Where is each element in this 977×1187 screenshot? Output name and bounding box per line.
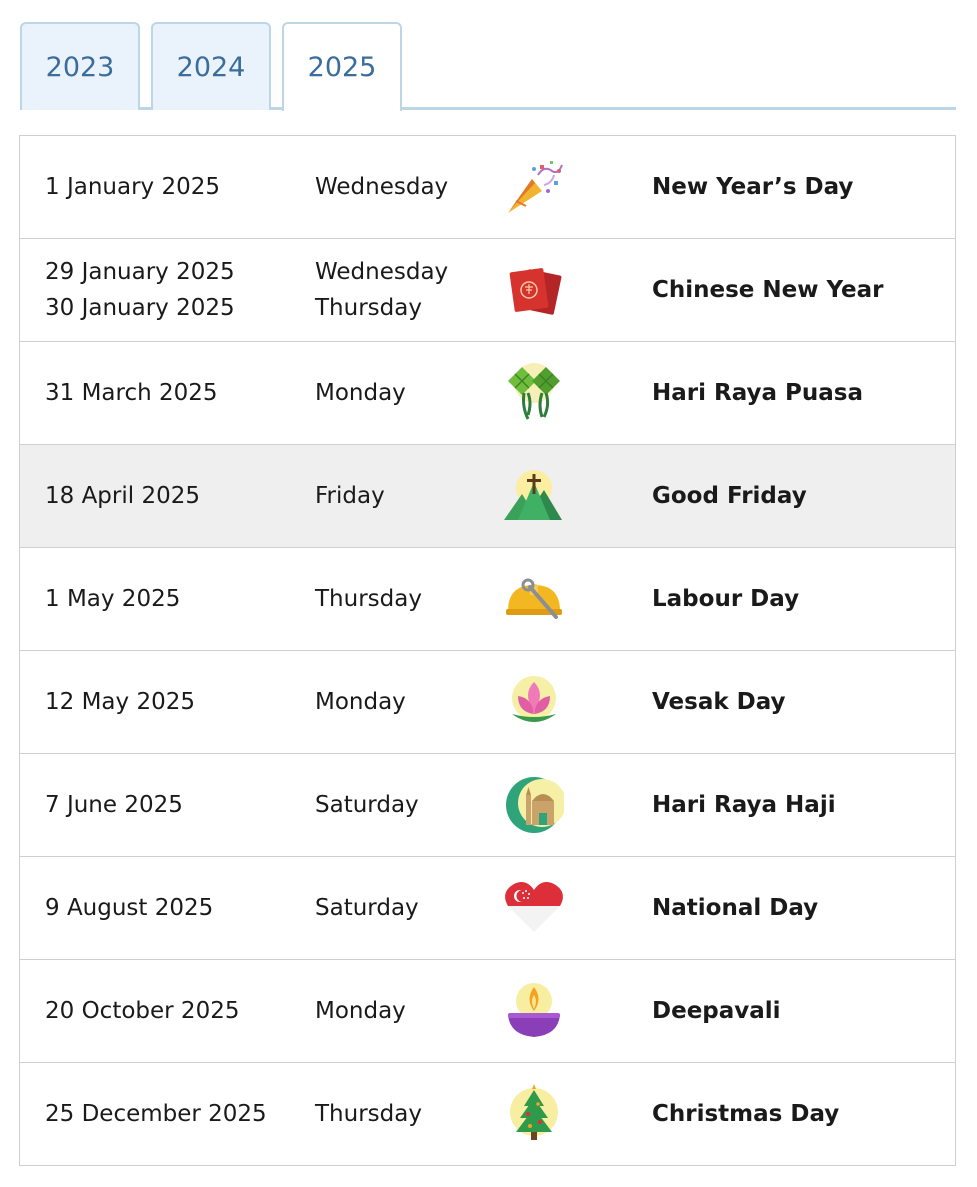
- holiday-name-cell: [652, 651, 952, 753]
- date-text: 31 March 2025: [45, 380, 218, 406]
- date-cell: [45, 1063, 310, 1165]
- holiday-name-cell: [652, 754, 952, 856]
- date-cell: [45, 342, 310, 444]
- holiday-name: National Day: [652, 895, 819, 921]
- date-text: 18 April 2025: [45, 483, 200, 509]
- date-text: 9 August 2025: [45, 895, 214, 921]
- ketupat-icon: [504, 361, 564, 425]
- christmas-tree-icon: [504, 1082, 564, 1146]
- icon-cell: [504, 960, 564, 1062]
- tab-2025[interactable]: 2025: [282, 22, 402, 111]
- table-row: [20, 342, 955, 445]
- table-row: [20, 651, 955, 754]
- date-cell: [45, 960, 310, 1062]
- day-text: Thursday: [315, 295, 422, 321]
- day-text: Monday: [315, 689, 406, 715]
- table-row: [20, 960, 955, 1063]
- holiday-name-cell: [652, 136, 952, 238]
- icon-cell: [504, 445, 564, 547]
- holiday-name-cell: [652, 445, 952, 547]
- icon-cell: [504, 342, 564, 444]
- day-cell: [315, 651, 495, 753]
- day-text: Wednesday: [315, 259, 449, 285]
- holiday-name-cell: [652, 1063, 952, 1165]
- red-packet-icon: [504, 258, 564, 322]
- icon-cell: [504, 651, 564, 753]
- year-tabs: [20, 22, 956, 110]
- date-text: 25 December 2025: [45, 1101, 267, 1127]
- table-row: [20, 445, 955, 548]
- holiday-name: Vesak Day: [652, 689, 786, 715]
- icon-cell: [504, 1063, 564, 1165]
- day-text: Thursday: [315, 586, 422, 612]
- holiday-name: New Year’s Day: [652, 174, 854, 200]
- holiday-name: Hari Raya Haji: [652, 792, 836, 818]
- day-text: Wednesday: [315, 174, 449, 200]
- holiday-name: Chinese New Year: [652, 277, 884, 303]
- day-cell: [315, 857, 495, 959]
- holiday-name-cell: [652, 857, 952, 959]
- tab-2023[interactable]: 2023: [20, 22, 140, 110]
- table-row: [20, 548, 955, 651]
- day-text: Friday: [315, 483, 385, 509]
- oil-lamp-icon: [504, 979, 564, 1043]
- holiday-name: Labour Day: [652, 586, 800, 612]
- holiday-name: Good Friday: [652, 483, 807, 509]
- date-cell: [45, 136, 310, 238]
- day-text: Monday: [315, 998, 406, 1024]
- icon-cell: [504, 754, 564, 856]
- holiday-name-cell: [652, 960, 952, 1062]
- day-text: Monday: [315, 380, 406, 406]
- holiday-name-cell: [652, 548, 952, 650]
- icon-cell: [504, 857, 564, 959]
- day-cell: [315, 754, 495, 856]
- date-cell: [45, 445, 310, 547]
- mosque-crescent-icon: [504, 773, 564, 837]
- date-cell: [45, 754, 310, 856]
- holiday-name: Deepavali: [652, 998, 781, 1024]
- day-cell: [315, 342, 495, 444]
- day-cell: [315, 445, 495, 547]
- tab-2024[interactable]: 2024: [151, 22, 271, 110]
- day-cell: [315, 1063, 495, 1165]
- day-cell: [315, 239, 495, 341]
- date-cell: [45, 651, 310, 753]
- table-row: [20, 239, 955, 342]
- hardhat-wrench-icon: [504, 567, 564, 631]
- date-text: 1 January 2025: [45, 174, 220, 200]
- lotus-icon: [504, 670, 564, 734]
- icon-cell: [504, 239, 564, 341]
- day-cell: [315, 548, 495, 650]
- date-text: 1 May 2025: [45, 586, 181, 612]
- holiday-table: [19, 135, 956, 1166]
- date-text: 20 October 2025: [45, 998, 240, 1024]
- party-popper-icon: [504, 155, 564, 219]
- cross-mountain-icon: [504, 464, 564, 528]
- holiday-name: Hari Raya Puasa: [652, 380, 864, 406]
- day-text: Saturday: [315, 895, 419, 921]
- date-cell: [45, 857, 310, 959]
- date-text: 29 January 2025: [45, 259, 235, 285]
- day-text: Saturday: [315, 792, 419, 818]
- date-cell: [45, 239, 310, 341]
- date-text: 30 January 2025: [45, 295, 235, 321]
- day-text: Thursday: [315, 1101, 422, 1127]
- table-row: [20, 857, 955, 960]
- date-cell: [45, 548, 310, 650]
- table-row: [20, 1063, 955, 1166]
- day-cell: [315, 960, 495, 1062]
- table-row: [20, 754, 955, 857]
- table-row: [20, 136, 955, 239]
- holiday-name-cell: [652, 239, 952, 341]
- holiday-name: Christmas Day: [652, 1101, 840, 1127]
- icon-cell: [504, 548, 564, 650]
- date-text: 12 May 2025: [45, 689, 195, 715]
- singapore-heart-icon: [504, 876, 564, 940]
- holiday-name-cell: [652, 342, 952, 444]
- date-text: 7 June 2025: [45, 792, 183, 818]
- icon-cell: [504, 136, 564, 238]
- day-cell: [315, 136, 495, 238]
